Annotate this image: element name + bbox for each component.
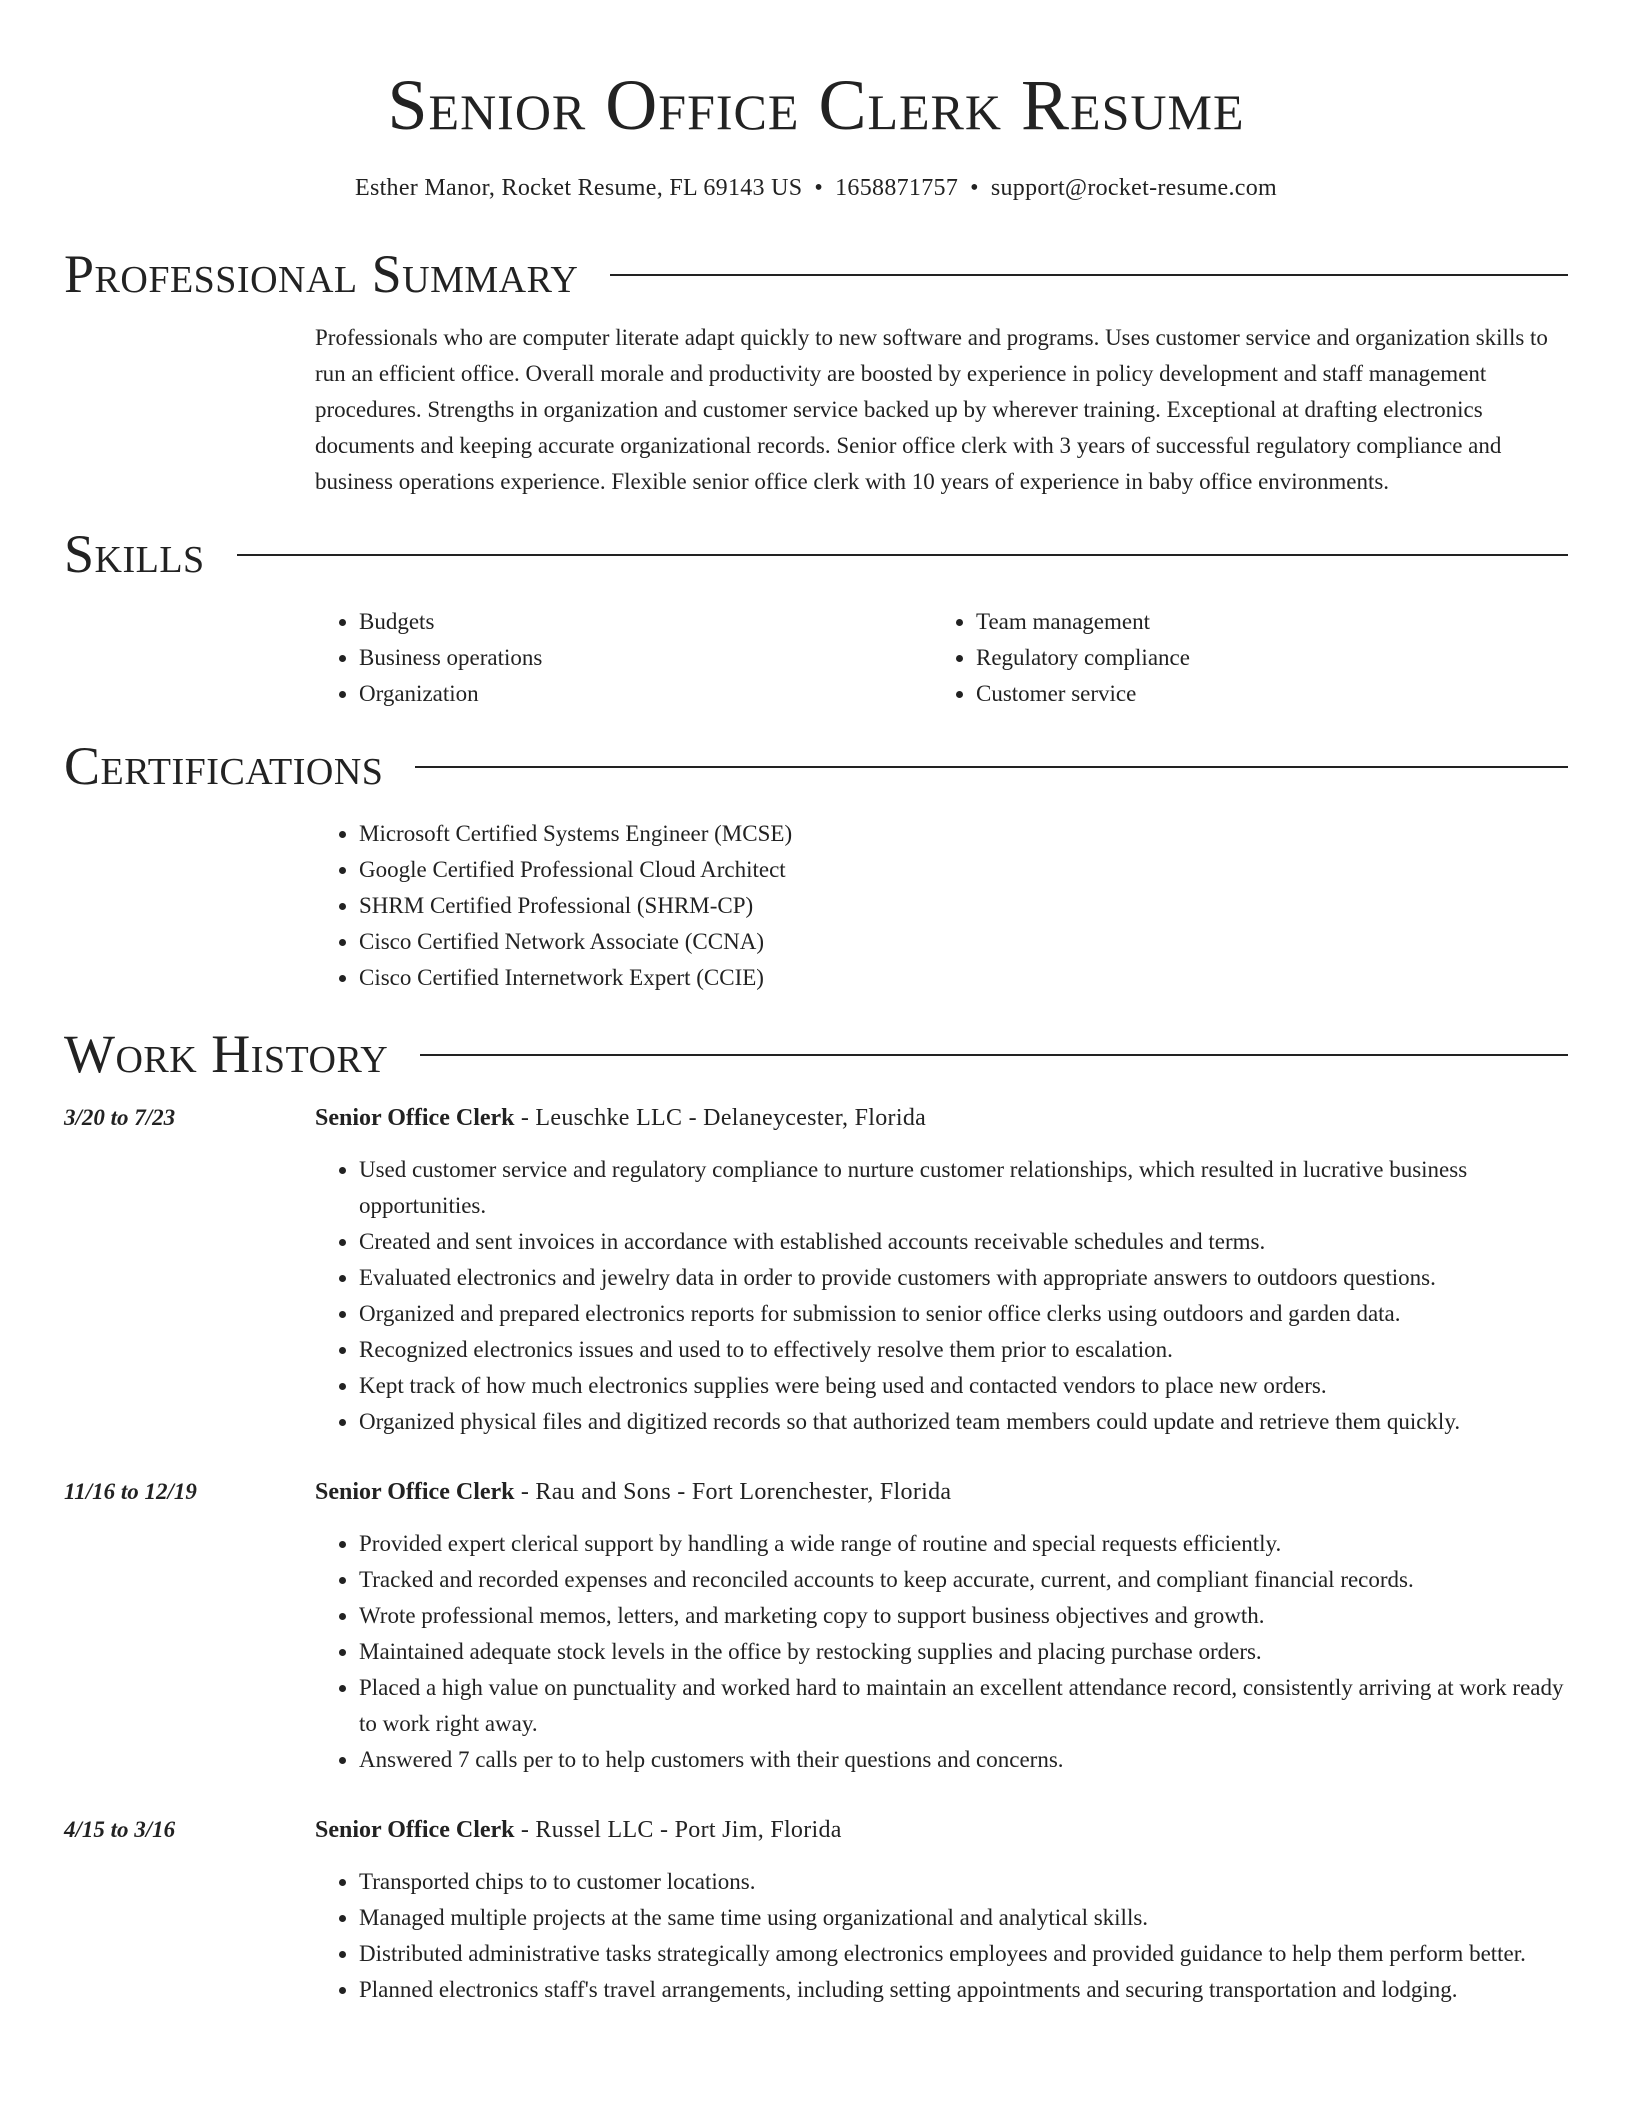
job-title: Senior Office Clerk [315,1817,515,1843]
job-bullets [315,1152,1568,1440]
job-bullet: • Distributed administrative tasks strategically among electronics employees and provided guidance to help them perform better. [359,1936,1568,1972]
job-bullet: • Provided expert clerical support by handling a wide range of routine and special requests efficiently. [359,1526,1568,1562]
job-title: Senior Office Clerk [315,1105,515,1131]
section-divider [415,766,1568,768]
job-details [315,1812,1568,2008]
skill-item: • Business operations [359,640,932,676]
job-bullet: • Recognized electronics issues and used to to effectively resolve them prior to escalation. [359,1332,1568,1368]
job-bullet: • Kept track of how much electronics supplies were being used and contacted vendors to place new orders. [359,1368,1568,1404]
skill-item: • Customer service [976,676,1549,712]
skill-item: • Organization [359,676,932,712]
job-bullet: • Tracked and recorded expenses and reconciled accounts to keep accurate, current, and compliant financial records. [359,1562,1568,1598]
job-header [315,1812,1568,1848]
resume-page [64,0,1568,2008]
job-bullet: • Wrote professional memos, letters, and marketing copy to support business objectives and growth. [359,1598,1568,1634]
certifications-body [315,816,1568,996]
summary-text: Professionals who are computer literate adapt quickly to new software and programs. Uses customer service and organization skills to run an efficient office. Overall morale and productivity are boosted by experience in policy development and staff management procedures. Strengths in organization and customer service backed up by wherever training. Exceptional at drafting electronics documents and keeping accurate organizational records. Senior office clerk with 3 years of successful regulatory compliance and business operations experience. Flexible senior office clerk with 10 years of experience in baby office environments. [315,325,1548,494]
contact-separator: • [970,175,979,201]
skill-item: • Budgets [359,604,932,640]
skills-column-right [932,604,1549,712]
certification-item: • Cisco Certified Network Associate (CCNA) [359,924,1568,960]
work-section-heading [64,1022,1568,1086]
job-bullet: • Answered 7 calls per to to help customers with their questions and concerns. [359,1742,1568,1778]
skill-item: • Team management [976,604,1549,640]
resume-title: Senior Office Clerk Resume [387,65,1245,145]
contact-phone: 1658871757 [835,175,959,201]
summary-heading: Professional Summary [64,244,579,304]
summary-body [315,320,1568,500]
job-bullet: • Managed multiple projects at the same time using organizational and analytical skills. [359,1900,1568,1936]
job-entry [64,1100,1568,1440]
job-details [315,1100,1568,1440]
job-bullet: • Evaluated electronics and jewelry data in order to provide customers with appropriate answers to outdoors questions. [359,1260,1568,1296]
certification-item: • Microsoft Certified Systems Engineer (MCSE) [359,816,1568,852]
job-dates: 11/16 to 12/19 [64,1479,197,1504]
job-entry [64,1474,1568,1778]
job-bullet: • Maintained adequate stock levels in the office by restocking supplies and placing purchase orders. [359,1634,1568,1670]
job-details [315,1474,1568,1778]
job-bullet: • Organized physical files and digitized records so that authorized team members could update and retrieve them quickly. [359,1404,1568,1440]
skills-section-heading [64,522,1568,586]
job-title: Senior Office Clerk [315,1479,515,1505]
job-bullet: • Planned electronics staff's travel arrangements, including setting appointments and securing transportation and lodging. [359,1972,1568,2008]
job-dates: 3/20 to 7/23 [64,1105,176,1130]
job-header [315,1100,1568,1136]
contact-separator: • [814,175,824,201]
skills-list [315,604,1568,712]
certifications-section-heading [64,734,1568,798]
contact-address: Esther Manor, Rocket Resume, FL 69143 US [354,175,803,201]
work-heading: Work History [64,1024,389,1084]
certification-item: • SHRM Certified Professional (SHRM-CP) [359,888,1568,924]
contact-email: support@rocket-resume.com [990,175,1278,201]
certification-item: • Google Certified Professional Cloud Architect [359,852,1568,888]
job-company-location: - Rau and Sons - Fort Lorenchester, Florida [514,1479,952,1505]
job-bullet: • Used customer service and regulatory compliance to nurture customer relationships, which resulted in lucrative business opportunities. [359,1152,1568,1224]
job-bullet: • Organized and prepared electronics reports for submission to senior office clerks using outdoors and garden data. [359,1296,1568,1332]
job-bullets [315,1526,1568,1778]
certifications-list [315,816,1568,996]
job-company-location: - Russel LLC - Port Jim, Florida [514,1817,842,1843]
job-dates: 4/15 to 3/16 [64,1817,176,1842]
section-divider [237,554,1568,556]
job-entry [64,1812,1568,2008]
certification-item: • Cisco Certified Internetwork Expert (CCIE) [359,960,1568,996]
contact-line [64,172,1568,204]
skills-column-left [315,604,932,712]
job-bullet: • Transported chips to to customer locations. [359,1864,1568,1900]
job-bullet: • Placed a high value on punctuality and worked hard to maintain an excellent attendance record, consistently arriving at work ready to work right away. [359,1670,1568,1742]
certifications-heading: Certifications [64,736,384,796]
job-bullet: • Created and sent invoices in accordance with established accounts receivable schedules and terms. [359,1224,1568,1260]
job-bullets [315,1864,1568,2008]
skills-heading: Skills [64,524,205,584]
section-divider [420,1054,1568,1056]
job-company-location: - Leuschke LLC - Delaneycester, Florida [514,1105,927,1131]
summary-section-heading [64,242,1568,306]
skill-item: • Regulatory compliance [976,640,1549,676]
job-header [315,1474,1568,1510]
section-divider [610,274,1568,276]
